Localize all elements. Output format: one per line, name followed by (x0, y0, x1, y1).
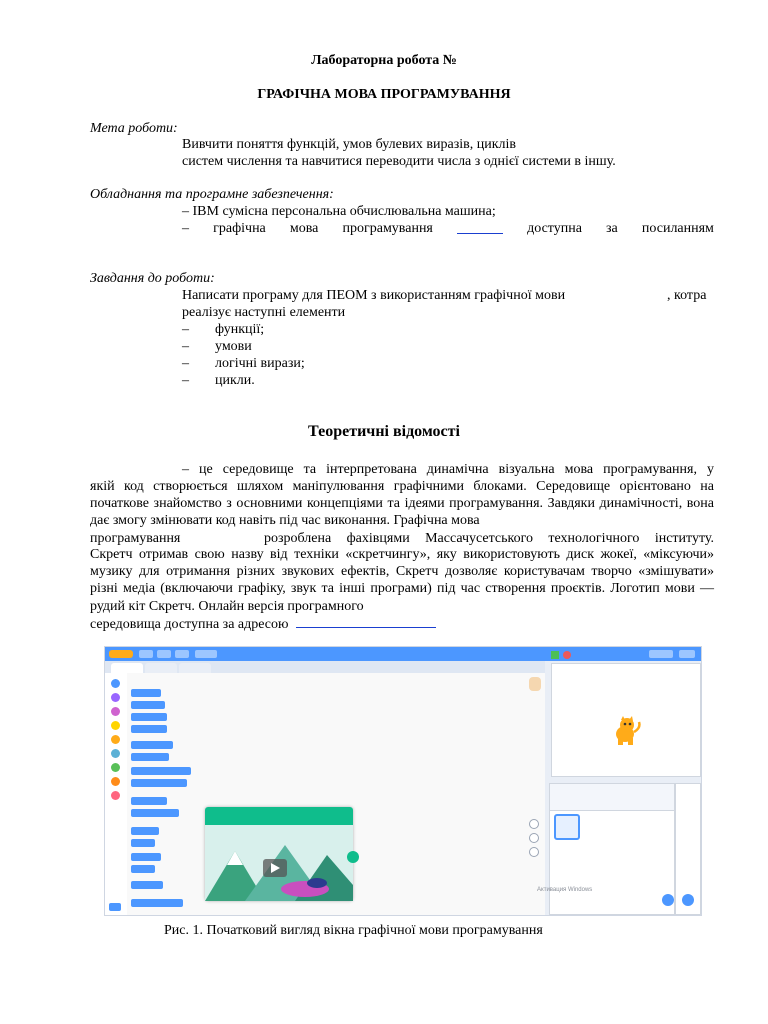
scratch-logo-icon (109, 650, 133, 658)
theory-paragraph-body: якій код створюється шляхом маніпулювання графічними блоками. Середовище орієнтовано на початкове знайомство з основними концепціями та ідеями програмування. Завдяки динамічності, вона дає змогу змінювати код навіть під час виконання. Графічна мова (90, 479, 714, 529)
next-arrow-icon (347, 851, 359, 863)
equipment-item-2 (182, 220, 714, 237)
category-events-icon (111, 721, 120, 730)
sprite-tile (554, 814, 580, 840)
tab-code (111, 663, 143, 673)
online-address-link[interactable] (296, 614, 436, 628)
add-sprite-icon (662, 894, 674, 906)
task-line-1-end: , котра (667, 288, 707, 303)
globe-icon (139, 650, 153, 658)
block (131, 689, 161, 697)
scratch-screenshot (104, 646, 702, 916)
goal-label: Мета роботи: (90, 121, 178, 136)
menu-file (157, 650, 171, 658)
equipment-item-2-word: графічна (213, 221, 266, 236)
menu-tutorials (195, 650, 217, 658)
task-item-dash: – (182, 322, 189, 337)
goal-line-2: систем числення та навчитися переводити числа з однієї системи в іншу. (182, 154, 616, 169)
scratch-tabs (105, 661, 545, 673)
zoom-in-icon (529, 819, 539, 829)
category-sound-icon (111, 707, 120, 716)
sprite-info-panel (550, 784, 674, 811)
equipment-item-1: – IBM сумісна персональна обчислювальна машина; (182, 204, 496, 219)
equipment-item-2-word: мова (289, 221, 319, 236)
green-flag-icon (551, 651, 559, 659)
category-variables-icon (111, 777, 120, 786)
category-control-icon (111, 735, 120, 744)
stop-icon (563, 651, 571, 659)
block (131, 839, 155, 847)
theory-paragraph-mid-a: програмування (90, 531, 181, 546)
category-operators-icon (111, 763, 120, 772)
block (131, 853, 161, 861)
tab-costumes (145, 663, 177, 673)
language-link-blank[interactable] (457, 220, 503, 234)
task-line-1-start: Написати програму для ПЕОМ з використанням графічної мови (182, 288, 566, 303)
equipment-item-2-word: за (606, 221, 618, 236)
theory-paragraph-last-text: середовища доступна за адресою (90, 617, 289, 632)
sprite-thumbnail-icon (529, 677, 541, 691)
equipment-item-2-dash: – (182, 221, 189, 236)
block (131, 797, 167, 805)
category-sensing-icon (111, 749, 120, 758)
block (131, 713, 167, 721)
windows-activation-watermark: Активация Windows (537, 887, 593, 893)
block (131, 899, 183, 907)
task-line-2: реалізує наступні елементи (182, 305, 346, 320)
task-item-loops: цикли. (215, 373, 255, 388)
tutorial-illustration (205, 825, 353, 901)
task-label: Завдання до роботи: (90, 271, 215, 286)
task-item-dash: – (182, 356, 189, 371)
tutorial-modal (205, 807, 353, 901)
block (131, 767, 191, 775)
block (131, 809, 179, 817)
equipment-item-2-word: доступна (527, 221, 582, 236)
scratch-cat-icon (610, 716, 644, 746)
add-backdrop-icon (682, 894, 694, 906)
menu-join (649, 650, 673, 658)
category-looks-icon (111, 693, 120, 702)
category-myblocks-icon (111, 791, 120, 800)
task-item-logic: логічні вирази; (215, 356, 305, 371)
goal-line-1: Вивчити поняття функцій, умов булевих виразів, циклів (182, 137, 517, 152)
theory-paragraph-last (90, 614, 436, 633)
zoom-out-icon (529, 833, 539, 843)
equipment-label: Обладнання та програмне забезпечення: (90, 187, 334, 202)
menu-sign-in (679, 650, 695, 658)
stage (551, 663, 701, 777)
task-item-conditions: умови (215, 339, 252, 354)
block (131, 779, 187, 787)
block-palette (127, 673, 204, 915)
category-motion-icon (111, 679, 120, 688)
block (131, 881, 163, 889)
sprite-pane (549, 783, 675, 915)
theory-heading: Теоретичні відомості (308, 423, 460, 440)
task-item-dash: – (182, 373, 189, 388)
block (131, 725, 167, 733)
figure-caption: Рис. 1. Початковий вигляд вікна графічної мови програмування (164, 923, 543, 938)
category-column (105, 673, 128, 915)
equipment-item-2-word: програмування (342, 221, 433, 236)
scratch-menu-bar (105, 647, 701, 661)
menu-edit (175, 650, 189, 658)
block (131, 753, 169, 761)
extension-button-icon (109, 903, 121, 911)
block (131, 865, 155, 873)
theory-paragraph-rest: Скретч отримав свою назву від техніки «скретчингу», яку використовують диск жокеї, «міксуючи» музику для отримання різних звукових ефектів, Скретч дозволяє користувачам творчо «змішувати» різні медіа (включаючи графіку, звук та інші програми) під час створення проєктів. Логотип мови — рудий кіт Скретч. Онлайн версія програмного (90, 547, 714, 614)
equipment-item-2-word: посиланням (641, 221, 714, 236)
task-item-dash: – (182, 339, 189, 354)
block (131, 741, 173, 749)
tutorial-modal-header (205, 807, 353, 825)
stage-pane (675, 783, 701, 915)
zoom-reset-icon (529, 847, 539, 857)
theory-paragraph-mid-b: розроблена фахівцями Массачусетського технологічного інституту. (264, 531, 714, 546)
tab-sounds (179, 663, 211, 673)
block (131, 827, 159, 835)
lab-title: Лабораторна робота № (311, 53, 457, 68)
task-item-functions: функції; (215, 322, 265, 337)
lab-topic: ГРАФІЧНА МОВА ПРОГРАМУВАННЯ (257, 87, 511, 102)
block (131, 701, 165, 709)
theory-paragraph-line-1: – це середовище та інтерпретована динамічна візуальна мова програмування, у (182, 462, 714, 477)
